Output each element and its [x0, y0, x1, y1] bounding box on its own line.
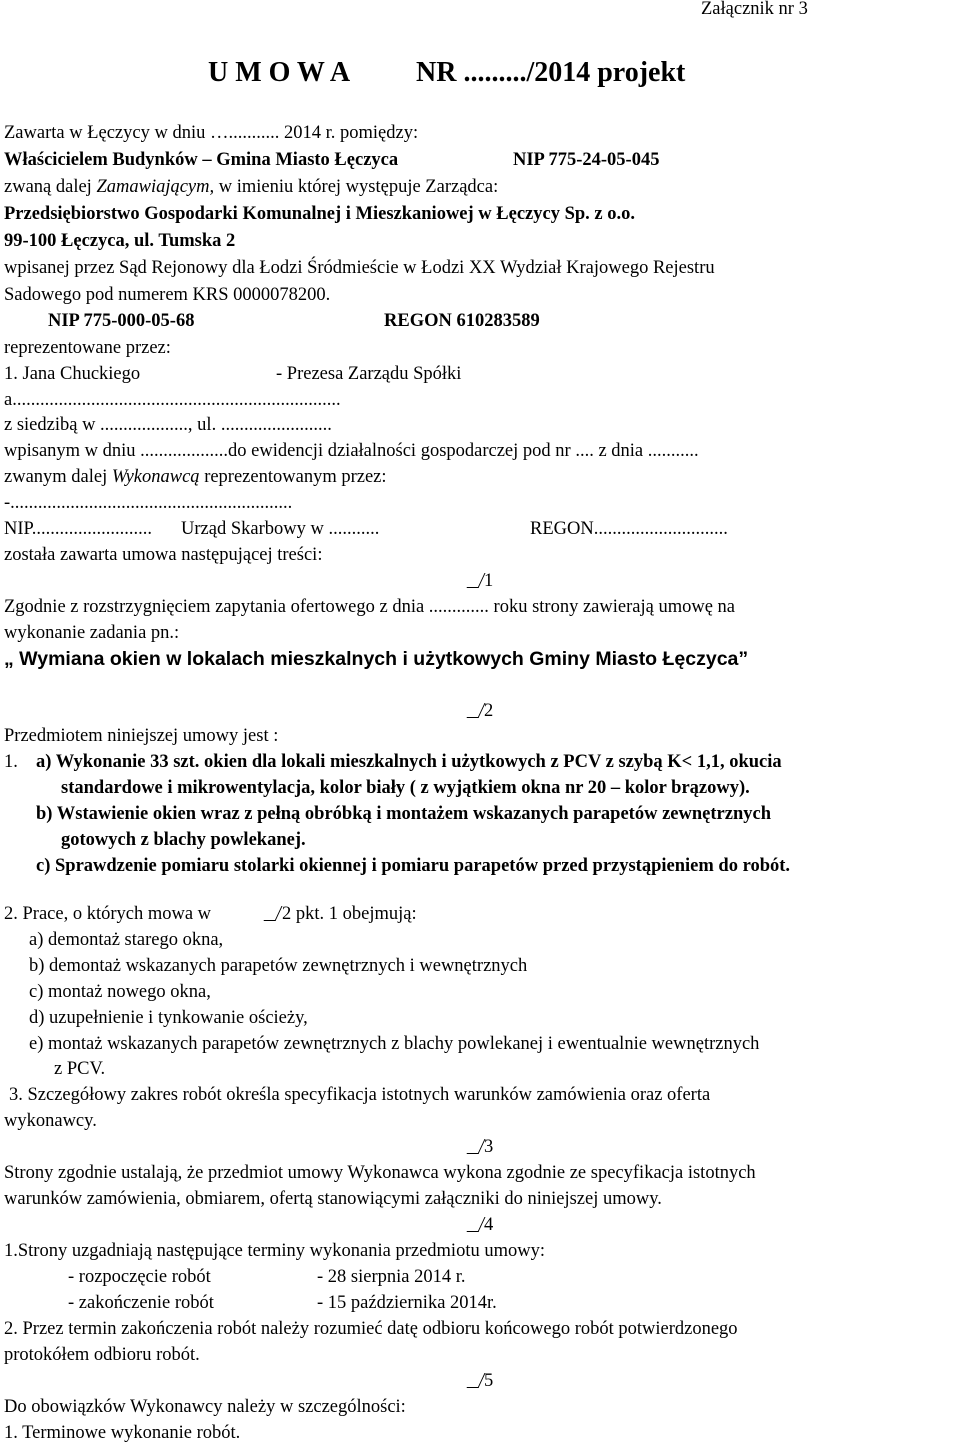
line-dash: -.............................................................	[4, 493, 293, 513]
line-krs: Sadowego pod numerem KRS 0000078200.	[4, 285, 331, 305]
work-e: e) montaż wskazanych parapetów zewnętrznych z blachy powlekanej i ewentualnie wewnętrznych	[29, 1034, 760, 1054]
title-number: NR ........./2014 projekt	[416, 57, 686, 88]
title-umowa: U M O W A	[208, 57, 351, 88]
section-sign-icon	[468, 1216, 480, 1232]
section-sign-icon	[468, 1372, 480, 1388]
line-strony: Strony zgodnie ustalają, że przedmiot umowy Wykonawca wykona zgodnie ze specyfikacja istotnych	[4, 1163, 756, 1183]
start-label: - rozpoczęcie robót	[68, 1267, 211, 1287]
line-sad: wpisanej przez Sąd Rejonowy dla Łodzi Śródmieście w Łodzi XX Wydział Krajowego Rejestru	[4, 258, 715, 278]
item-1c: c) Sprawdzenie pomiaru stolarki okiennej i pomiaru parapetów przed przystąpieniem do robót.	[36, 856, 791, 876]
end-label: - zakończenie robót	[68, 1293, 214, 1313]
task-title: „ Wymiana okien w lokalach mieszkalnych i użytkowych Gminy Miasto Łęczyca”	[4, 648, 749, 670]
company-regon: REGON 610283589	[384, 311, 540, 331]
line-wykonanie: wykonanie zadania pn.:	[4, 623, 180, 643]
line-prace: 2. Prace, o których mowa w	[4, 904, 212, 924]
owner-name: Właścicielem Budynków – Gmina Miasto Łęczyca	[4, 150, 399, 170]
company-name: Przedsiębiorstwo Gospodarki Komunalnej i Mieszkaniowej w Łęczycy Sp. z o.o.	[4, 204, 636, 224]
item-1-number: 1.	[4, 752, 18, 772]
line-wykonawcy: wykonawcy.	[4, 1111, 97, 1131]
line-siedziba: z siedzibą w ..................., ul. ........................	[4, 415, 332, 435]
work-d: d) uzupełnienie i tynkowanie ościeży,	[29, 1008, 308, 1028]
line-zwanym: zwanym dalej Wykonawcą reprezentowanym przez:	[4, 467, 387, 487]
line-obowiazki: Do obowiązków Wykonawcy należy w szczególności:	[4, 1397, 406, 1417]
annex-label: Załącznik nr 3	[701, 0, 808, 19]
line-prace-ref: 2 pkt. 1 obejmują:	[282, 904, 417, 924]
work-a: a) demontaż starego okna,	[29, 930, 224, 950]
owner-nip: NIP 775-24-05-045	[513, 150, 660, 170]
section-sign-icon	[265, 905, 277, 921]
line-a: a.......................................................................	[4, 390, 341, 410]
section-3: 3	[484, 1137, 494, 1157]
contractor-tax-office: Urząd Skarbowy w ...........	[181, 519, 380, 539]
wykonawca-term: Wykonawcą	[111, 467, 200, 487]
line-szczegolowy: 3. Szczegółowy zakres robót określa specyfikacja istotnych warunków zamówienia oraz oferta	[9, 1085, 711, 1105]
section-2: 2	[484, 701, 494, 721]
line-przez-termin: 2. Przez termin zakończenia robót należy rozumieć datę odbioru końcowego robót potwierdzonego	[4, 1319, 738, 1339]
work-b: b) demontaż wskazanych parapetów zewnętrznych i wewnętrznych	[29, 956, 528, 976]
line-protokol: protokółem odbioru robót.	[4, 1345, 200, 1365]
section-sign-icon	[468, 572, 480, 588]
work-e-cont: z PCV.	[54, 1059, 106, 1079]
section-sign-icon	[468, 702, 480, 718]
item-1a: a) Wykonanie 33 szt. okien dla lokali mieszkalnych i użytkowych z PCV z szybą K< 1,1, okucia	[36, 752, 782, 772]
work-c: c) montaż nowego okna,	[29, 982, 211, 1002]
line-zgodnie: Zgodnie z rozstrzygnięciem zapytania ofertowego z dnia ............. roku strony zawierają umowę na	[4, 597, 735, 617]
section-1: 1	[484, 571, 494, 591]
line-zwana: zwaną dalej Zamawiającym, w imieniu której występuje Zarządca:	[4, 177, 499, 197]
section-4: 4	[484, 1215, 494, 1235]
start-date: - 28 sierpnia 2014 r.	[317, 1267, 466, 1287]
representative-role: - Prezesa Zarządu Spółki	[276, 364, 462, 384]
line-warunkow: warunków zamówienia, obmiarem, ofertą stanowiącymi załączniki do niniejszej umowy.	[4, 1189, 662, 1209]
company-address: 99-100 Łęczyca, ul. Tumska 2	[4, 231, 236, 251]
zamawiajacy-term: Zamawiającym,	[96, 177, 215, 197]
line-wpisanym: wpisanym w dniu ...................do ewidencji działalności gospodarczej pod nr .... z dnia ...........	[4, 441, 699, 461]
line-przedmiotem: Przedmiotem niniejszej umowy jest :	[4, 726, 279, 746]
item-1b: b) Wstawienie okien wraz z pełną obróbką i montażem wskazanych parapetów zewnętrznych	[36, 804, 771, 824]
company-nip: NIP 775-000-05-68	[48, 311, 195, 331]
section-5: 5	[484, 1371, 494, 1391]
line-zawarta: Zawarta w Łęczycy w dniu …........... 2014 r. pomiędzy:	[4, 123, 419, 143]
duty-1: 1. Terminowe wykonanie robót.	[4, 1423, 241, 1443]
contractor-nip: NIP..........................	[4, 519, 153, 539]
representative-name: 1. Jana Chuckiego	[4, 364, 141, 384]
line-zostala: została zawarta umowa następującej treści:	[4, 545, 323, 565]
item-1a-cont: standardowe i mikrowentylacja, kolor biały ( z wyjątkiem okna nr 20 – kolor brązowy).	[61, 778, 750, 798]
section-sign-icon	[468, 1138, 480, 1154]
line-reprezentowane: reprezentowane przez:	[4, 338, 171, 358]
end-date: - 15 października 2014r.	[317, 1293, 497, 1313]
item-1b-cont: gotowych z blachy powlekanej.	[61, 830, 306, 850]
line-terminy: 1.Strony uzgadniają następujące terminy wykonania przedmiotu umowy:	[4, 1241, 545, 1261]
contractor-regon: REGON.............................	[530, 519, 728, 539]
